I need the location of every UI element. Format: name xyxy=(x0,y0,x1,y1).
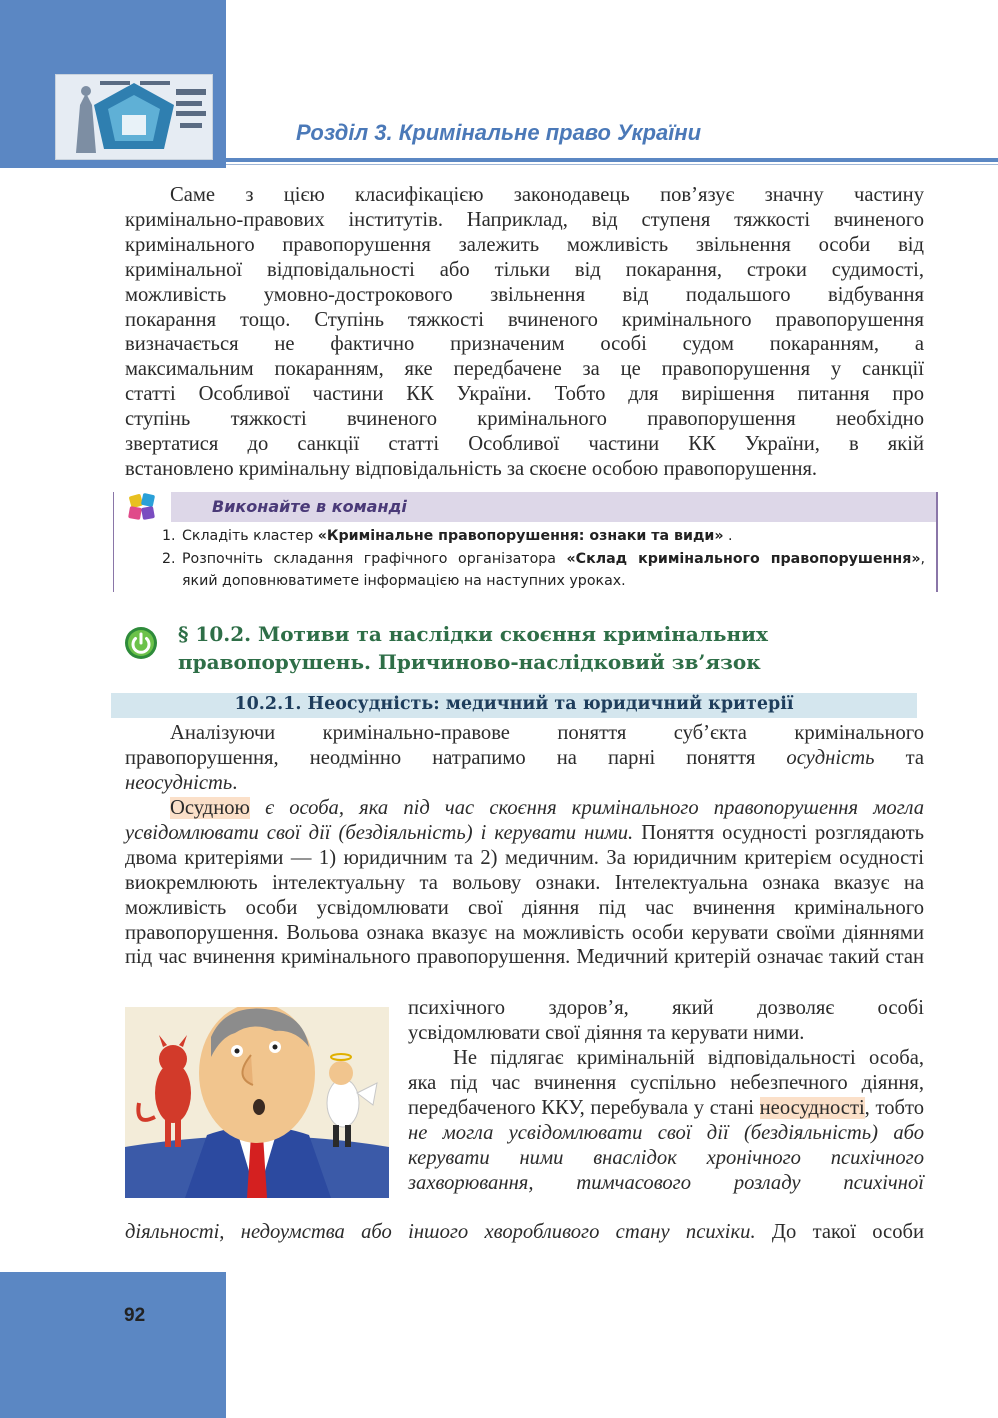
text-line xyxy=(125,746,924,771)
term-insanity: неосудність xyxy=(125,771,233,794)
page-number: 92 xyxy=(124,1305,146,1326)
chapter-logo xyxy=(55,74,213,160)
paragraph-1 xyxy=(125,183,924,482)
text: . xyxy=(232,771,238,794)
task-item-2 xyxy=(162,548,925,593)
section-title-line: § 10.2. Мотиви та наслідки скоєння кримінальних xyxy=(178,622,768,646)
text-line: Аналізуючи кримінально-правове поняття суб’єкта кримінального xyxy=(170,722,924,744)
task-organizer-name: «Склад кримінального правопорушення» xyxy=(566,550,921,567)
text: , тобто xyxy=(864,1096,924,1119)
text: Не підлягає кримінальній відповідальності особа, яка під час вчинення суспільно небезпечного діяння, передбаченого ККУ, перебувала у стані xyxy=(408,1047,924,1119)
text-line: максимальним покаранням, яке передбачене за це правопорушення у санкції xyxy=(125,358,924,381)
text-line: можливість умовно-дострокового звільнення від подальшого відбування xyxy=(125,283,924,306)
section-title-line: правопорушень. Причиново-наслідковий зв’язок xyxy=(178,650,761,674)
task-cluster-name: «Кримінальне правопорушення: ознаки та види» xyxy=(317,528,724,544)
task-text: Розпочніть складання графічного організатора xyxy=(182,550,567,567)
task-text: . xyxy=(723,528,733,544)
subsection-title: 10.2.1. Неосудність: медичний та юридичний критерії xyxy=(234,694,794,714)
text-line: Саме з цією класифікацією законодавець пов’язує значну частину xyxy=(170,184,924,206)
text-line: кримінальної відповідальності або тільки від покарання, строки судимості, xyxy=(125,258,924,281)
section-title xyxy=(178,620,768,676)
task-item-1 xyxy=(162,525,925,548)
task-text: Складіть кластер xyxy=(182,528,318,544)
text-line: статті Особливої частини КК України. Тобто для вирішення питання про xyxy=(125,383,924,406)
header-rule xyxy=(226,158,998,162)
term-sanity: осудність xyxy=(786,746,875,769)
text-line: встановлено кримінальну відповідальність за скоєне особою правопорушення. xyxy=(125,457,818,480)
text-line: визначається не фактично призначеним особі судом покаранням, а xyxy=(125,333,924,356)
task-number: 1. xyxy=(162,528,176,544)
paragraph-4-tail xyxy=(125,1220,924,1245)
paragraph-3-wrap xyxy=(408,996,924,1046)
text-line: кримінально-правових інститутів. Наприклад, від ступеня тяжкості вчиненого xyxy=(125,208,924,231)
task-title: Виконайте в команді xyxy=(212,497,407,516)
text: Поняття осудності розглядають двома критеріями — 1) юридичним та 2) медичним. За юридичним критерієм осудності виокремлюють інтелектуальну та вольову ознаки. Інтелектуальна ознака вказує на можливість особи усвідомлювати свої діяння під час вчинення кримінального правопорушення. Вольова ознака вказує на можливість особи керувати своїми діяннями під час вчинення кримінального правопорушення. Медичний критерій означає такий стан xyxy=(125,821,924,969)
text-line: ступінь тяжкості вчиненого кримінального правопорушення необхідно xyxy=(125,408,924,431)
definition: діяльності, недоумства або іншого хворобливого стану психіки. xyxy=(125,1221,756,1243)
paragraph-4 xyxy=(408,1046,924,1195)
text: правопорушення, неодмінно натрапимо на парні поняття xyxy=(125,746,787,769)
bottom-side-panel xyxy=(0,1272,226,1418)
text-line: звертатися до санкції статті Особливої частини КК України, в якій xyxy=(125,433,924,456)
task-list xyxy=(162,525,925,593)
illustration-devil-angel xyxy=(125,1007,389,1198)
text-line: усвідомлювати свої діяння та керувати ними. xyxy=(408,1021,805,1044)
header-rule-thin xyxy=(226,164,998,165)
team-task-box xyxy=(113,492,938,592)
highlighted-term: неосудності xyxy=(759,1096,865,1119)
text-line xyxy=(125,771,924,796)
text: До такої особи xyxy=(755,1221,924,1243)
definition: є особа, яка під час скоєння кримінального правопорушення могла усвідомлювати свої дії (бездіяльність) і керувати ними. xyxy=(125,797,924,844)
text-line: психічного здоров’я, який дозволяє особі xyxy=(408,997,924,1019)
paragraph-3 xyxy=(125,796,924,970)
chapter-title: Розділ 3. Кримінальне право України xyxy=(296,120,702,145)
task-text: , який доповнюватимете інформацією на наступних уроках. xyxy=(182,550,926,589)
text: та xyxy=(874,746,924,769)
definition: не могла усвідомлювати свої дії (бездіяльність) або керувати ними внаслідок хронічного психічного захворювання, тимчасового розладу психічної xyxy=(408,1121,924,1194)
team-puzzle-icon xyxy=(126,492,160,522)
highlighted-term: Осудною xyxy=(170,797,250,819)
task-number: 2. xyxy=(162,550,176,567)
text-line: покарання тощо. Ступінь тяжкості вчиненого кримінального правопорушення xyxy=(125,308,924,331)
power-icon xyxy=(124,626,158,660)
subsection-bar xyxy=(111,693,917,718)
paragraph-2 xyxy=(125,721,924,796)
text-line: кримінального правопорушення залежить можливість звільнення особи від xyxy=(125,233,924,256)
